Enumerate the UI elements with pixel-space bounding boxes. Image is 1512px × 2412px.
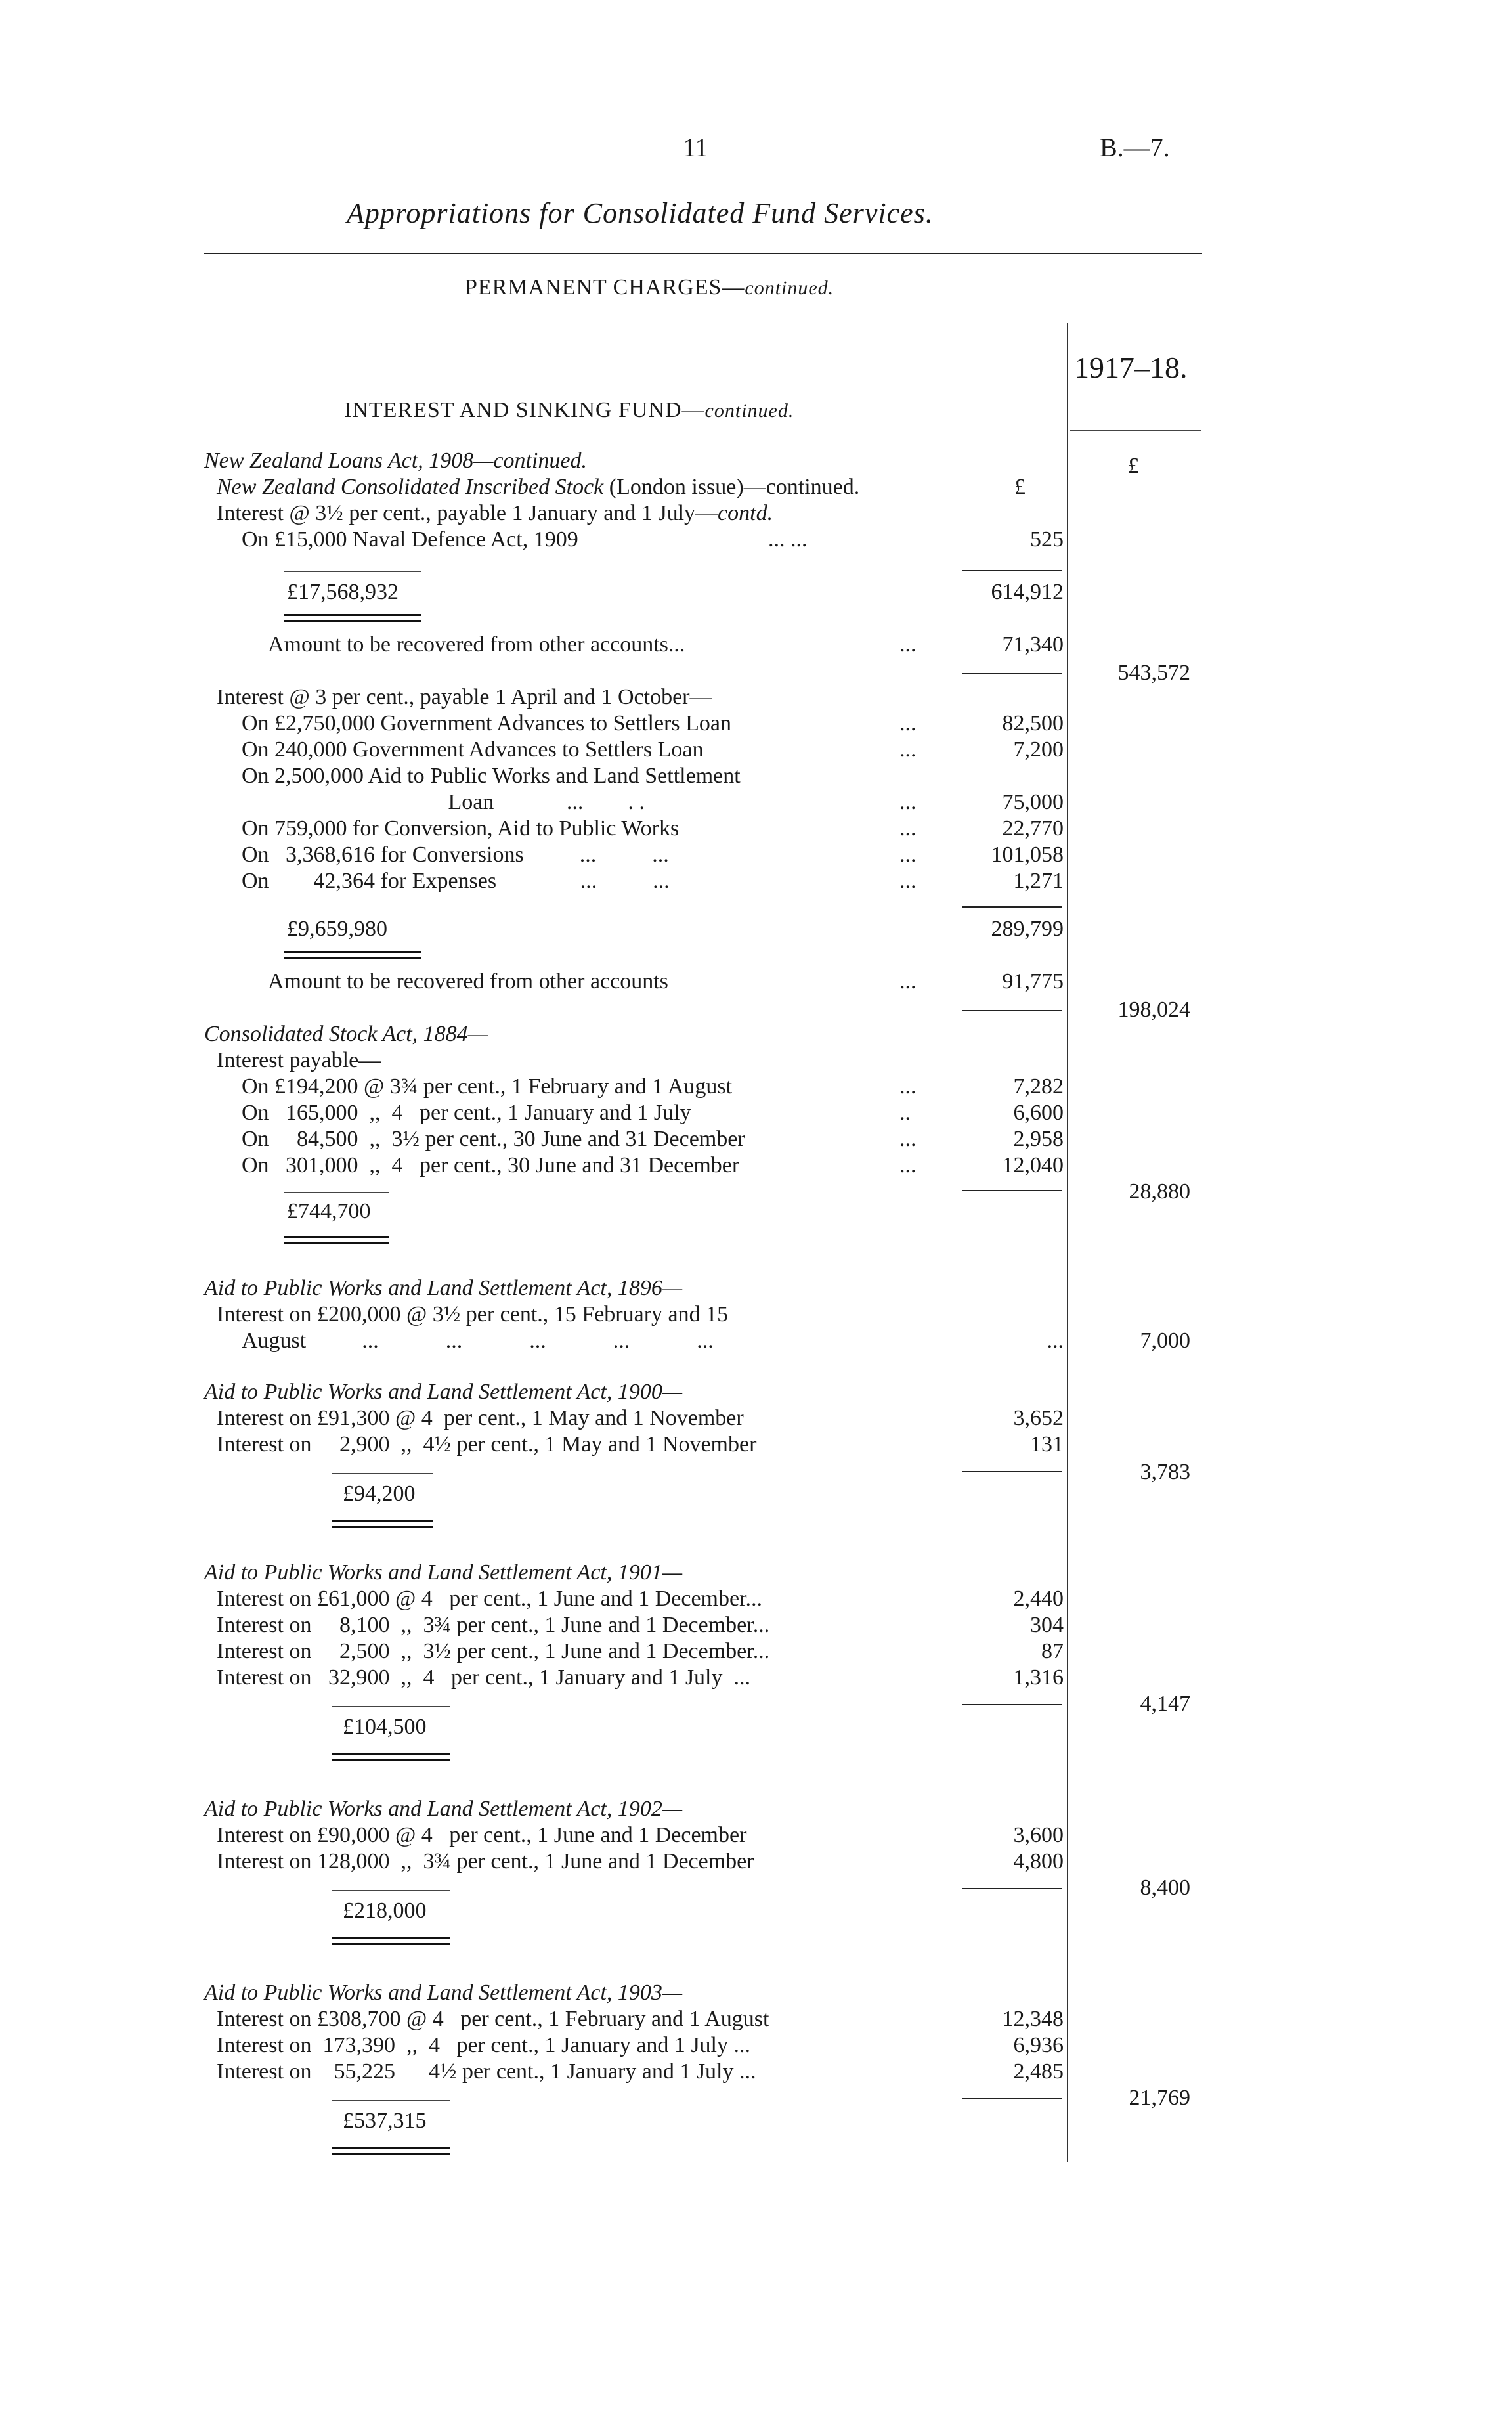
table-row-value: 7,200	[1013, 737, 1064, 762]
table-row-label: Interest on 32,900 ,, 4 per cent., 1 January and 1 July ...	[217, 1665, 750, 1690]
principal-amount: £9,659,980	[287, 917, 387, 941]
principal-double-rule	[332, 1753, 450, 1761]
table-row-label: On 759,000 for Conversion, Aid to Public Works	[242, 816, 680, 841]
amount-currency-symbol: £	[1014, 475, 1026, 499]
table-row-dots: ...	[899, 790, 917, 814]
principal-rule	[284, 571, 421, 572]
principal-double-rule	[284, 614, 421, 622]
table-row-dots: ...	[899, 711, 917, 735]
year-total-value: 28,880	[1129, 1179, 1190, 1204]
year-total-value: 21,769	[1129, 2086, 1190, 2110]
year-currency-symbol: £	[1128, 454, 1139, 478]
table-row-dots: ...	[899, 816, 917, 841]
recovered-dots: ...	[899, 969, 917, 994]
year-column-header: 1917–18.	[1074, 351, 1188, 384]
year-total-value: 3,783	[1140, 1460, 1190, 1484]
principal-amount: £744,700	[287, 1199, 371, 1223]
line-item-dots: ... ...	[768, 527, 808, 552]
table-row-label: On £194,200 @ 3¾ per cent., 1 February and 1 August	[242, 1074, 733, 1099]
net-rule	[962, 2098, 1062, 2099]
table-row-label: Interest on 8,100 ,, 3¾ per cent., 1 June and 1 December...	[217, 1613, 770, 1637]
principal-rule	[284, 1192, 389, 1193]
table-row-value: 2,485	[1013, 2059, 1064, 2084]
table-row-label: Interest on 173,390 ,, 4 per cent., 1 January and 1 July ...	[217, 2033, 750, 2057]
table-row-label: On 165,000 ,, 4 per cent., 1 January and 1 July	[242, 1101, 691, 1125]
line-item-value: 525	[1030, 527, 1064, 552]
table-row-value: 1,271	[1013, 869, 1064, 893]
table-row-value: 131	[1030, 1432, 1064, 1457]
stock-name: New Zealand Consolidated Inscribed Stock	[217, 475, 604, 499]
principal-double-rule	[284, 1236, 389, 1244]
interest-heading-contd: contd.	[718, 501, 773, 525]
document-reference: B.—7.	[1100, 133, 1170, 162]
table-row-label: On 84,500 ,, 3½ per cent., 30 June and 31 December	[242, 1127, 745, 1151]
stock-heading	[217, 474, 859, 500]
principal-rule	[332, 2100, 450, 2101]
net-rule	[962, 1190, 1062, 1191]
line-item-label: On £15,000 Naval Defence Act, 1909	[242, 527, 578, 552]
table-row-value: 1,316	[1013, 1665, 1064, 1690]
table-row-label: Interest on 2,900 ,, 4½ per cent., 1 May and 1 November	[217, 1432, 757, 1457]
table-row-label: Interest on £61,000 @ 4 per cent., 1 June and 1 December...	[217, 1587, 763, 1611]
table-row-label: On 240,000 Government Advances to Settlers Loan	[242, 737, 704, 762]
subtotal-value: 289,799	[991, 917, 1064, 941]
interest-line-continued: August ... ... ... ... ...	[242, 1328, 714, 1353]
net-rule	[962, 673, 1062, 674]
table-row-value: 6,600	[1013, 1101, 1064, 1125]
table-row-value: 2,440	[1013, 1587, 1064, 1611]
page-number: 11	[683, 133, 708, 162]
act-heading-1908: New Zealand Loans Act, 1908—continued.	[204, 449, 588, 473]
table-row-dots: ...	[899, 843, 917, 867]
principal-rule	[332, 1706, 450, 1707]
section-title-continued: continued.	[704, 400, 794, 422]
section-title	[344, 397, 794, 424]
interest-heading-3: Interest @ 3 per cent., payable 1 April and 1 October—	[217, 685, 712, 709]
act-heading-1896: Aid to Public Works and Land Settlement Act, 1896—	[204, 1276, 683, 1300]
table-row-value: 304	[1030, 1613, 1064, 1637]
net-rule	[962, 1888, 1062, 1889]
subtotal-rule	[962, 570, 1062, 571]
year-total-value: 543,572	[1117, 661, 1190, 685]
recovered-dots: ...	[899, 632, 917, 657]
year-total-value: 7,000	[1140, 1328, 1190, 1353]
table-row-label: Interest on 128,000 ,, 3¾ per cent., 1 June and 1 December	[217, 1849, 754, 1874]
table-row-label: On 3,368,616 for Conversions ... ...	[242, 843, 669, 867]
principal-rule	[332, 1473, 433, 1474]
recovered-value: 91,775	[1002, 969, 1064, 994]
interest-heading-3half	[217, 500, 773, 527]
table-row-label: Loan ... . .	[242, 790, 645, 814]
stock-issue: (London issue)—continued.	[603, 475, 860, 499]
table-row-label: On 2,500,000 Aid to Public Works and Land Settlement	[242, 764, 741, 788]
table-row-value: 87	[1041, 1639, 1064, 1663]
act-heading-1903: Aid to Public Works and Land Settlement Act, 1903—	[204, 1981, 683, 2005]
principal-amount: £94,200	[343, 1481, 416, 1506]
year-total-value: 4,147	[1140, 1692, 1190, 1716]
principal-double-rule	[332, 1520, 433, 1528]
table-row-label: Interest on £308,700 @ 4 per cent., 1 February and 1 August	[217, 2007, 769, 2031]
table-row-value: 22,770	[1002, 816, 1064, 841]
principal-amount: £218,000	[343, 1898, 427, 1923]
act-heading-1902: Aid to Public Works and Land Settlement Act, 1902—	[204, 1797, 683, 1821]
net-rule	[962, 1704, 1062, 1705]
table-row-label: On 42,364 for Expenses ... ...	[242, 869, 670, 893]
act-heading-1884: Consolidated Stock Act, 1884—	[204, 1022, 488, 1046]
table-row-label: Interest on 55,225 4½ per cent., 1 January and 1 July ...	[217, 2059, 756, 2084]
year-header-rule	[1070, 430, 1201, 431]
section-title-main: INTEREST AND SINKING FUND—	[344, 398, 705, 422]
table-row-label: Interest on 2,500 ,, 3½ per cent., 1 June and 1 December...	[217, 1639, 770, 1663]
net-rule	[962, 1010, 1062, 1011]
principal-double-rule	[284, 951, 421, 959]
table-row-dots: ...	[899, 1074, 917, 1099]
recovered-value: 71,340	[1002, 632, 1064, 657]
table-row-value: 3,652	[1013, 1406, 1064, 1430]
line-item-dots: ...	[1047, 1328, 1064, 1353]
principal-amount: £17,568,932	[287, 580, 399, 604]
subtitle-main: PERMANENT CHARGES—	[465, 275, 745, 299]
table-row-value: 2,958	[1013, 1127, 1064, 1151]
table-row-dots: ...	[899, 1153, 917, 1177]
title-rule	[204, 253, 1202, 254]
recovered-label: Amount to be recovered from other accounts	[268, 969, 668, 994]
subtotal-rule	[962, 906, 1062, 908]
table-row-dots: ...	[899, 737, 917, 762]
subtotal-value: 614,912	[991, 580, 1064, 604]
net-rule	[962, 1471, 1062, 1472]
table-row-label: On £2,750,000 Government Advances to Settlers Loan	[242, 711, 731, 735]
table-row-value: 3,600	[1013, 1823, 1064, 1847]
principal-rule	[332, 1890, 450, 1891]
year-total-value: 8,400	[1140, 1875, 1190, 1900]
table-row-dots: ..	[899, 1101, 911, 1125]
interest-payable-heading: Interest payable—	[217, 1048, 381, 1072]
interest-line: Interest on £200,000 @ 3½ per cent., 15 February and 15	[217, 1302, 729, 1327]
table-row-label: On 301,000 ,, 4 per cent., 30 June and 31 December	[242, 1153, 740, 1177]
principal-amount: £104,500	[343, 1715, 427, 1739]
table-row-value: 101,058	[991, 843, 1064, 867]
principal-double-rule	[332, 2147, 450, 2155]
principal-double-rule	[332, 1937, 450, 1945]
page-subtitle	[465, 274, 834, 301]
table-row-label: Interest on £90,000 @ 4 per cent., 1 June and 1 December	[217, 1823, 747, 1847]
table-row-value: 4,800	[1013, 1849, 1064, 1874]
table-row-dots: ...	[899, 1127, 917, 1151]
recovered-label: Amount to be recovered from other accounts...	[268, 632, 685, 657]
table-row-value: 82,500	[1002, 711, 1064, 735]
table-row-value: 7,282	[1013, 1074, 1064, 1099]
subtitle-continued: continued.	[745, 277, 834, 299]
act-heading-1901: Aid to Public Works and Land Settlement Act, 1901—	[204, 1560, 683, 1585]
table-row-dots: ...	[899, 869, 917, 893]
table-row-value: 6,936	[1013, 2033, 1064, 2057]
act-heading-1900: Aid to Public Works and Land Settlement Act, 1900—	[204, 1380, 683, 1404]
year-total-value: 198,024	[1117, 998, 1190, 1022]
table-row-value: 12,040	[1002, 1153, 1064, 1177]
table-row-label: Interest on £91,300 @ 4 per cent., 1 May and 1 November	[217, 1406, 744, 1430]
table-row-value: 75,000	[1002, 790, 1064, 814]
table-row-value: 12,348	[1002, 2007, 1064, 2031]
page-title: Appropriations for Consolidated Fund Services.	[347, 197, 934, 229]
principal-amount: £537,315	[343, 2109, 427, 2133]
interest-heading-main: Interest @ 3½ per cent., payable 1 January and 1 July—	[217, 501, 718, 525]
